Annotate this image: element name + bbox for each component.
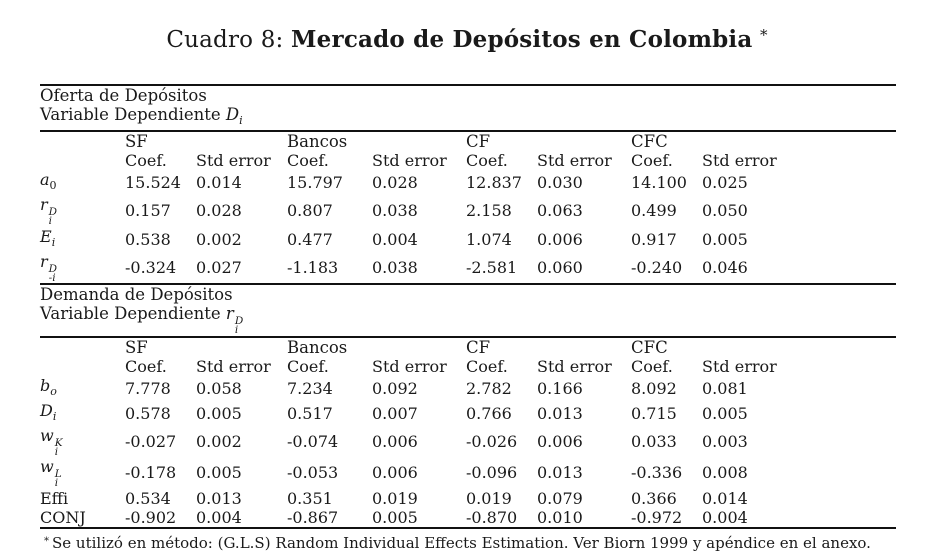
value-cell: 0.007 bbox=[372, 403, 418, 423]
value-cell: 7.234 bbox=[287, 378, 333, 398]
column-header: Std error bbox=[196, 151, 271, 170]
footnote-marker: * bbox=[44, 535, 49, 547]
value-cell: 12.837 bbox=[466, 173, 522, 192]
table-row bbox=[40, 457, 896, 489]
value-cell: -0.902 bbox=[125, 508, 196, 528]
value-cell: 15.524 bbox=[125, 173, 181, 192]
value-cell: 0.014 bbox=[702, 488, 748, 508]
value-cell: -0.027 bbox=[125, 431, 177, 451]
row-label-cell bbox=[40, 252, 125, 285]
value-cell: 0.005 bbox=[196, 463, 242, 483]
table-row bbox=[40, 489, 896, 508]
value-cell: 0.081 bbox=[702, 378, 748, 398]
value-cell: 0.079 bbox=[537, 488, 583, 508]
group-header-row bbox=[40, 131, 896, 151]
document-page bbox=[0, 26, 934, 552]
group-header-row bbox=[40, 337, 896, 357]
value-cell: 0.038 bbox=[372, 201, 418, 221]
value-cell: 0.019 bbox=[372, 488, 418, 508]
math-variable: $D_i$ bbox=[225, 105, 243, 127]
value-cell: 0.025 bbox=[702, 173, 748, 192]
value-cell: 0.013 bbox=[196, 488, 242, 508]
value-cell: 0.366 bbox=[631, 488, 677, 508]
value-cell: -1.183 bbox=[287, 252, 372, 285]
row-label-cell bbox=[40, 508, 125, 528]
value-cell: 0.010 bbox=[537, 508, 631, 528]
value-cell: -0.240 bbox=[631, 252, 702, 285]
caption-title: Mercado de Depósitos en Colombia bbox=[291, 26, 753, 53]
row-label-cell bbox=[40, 376, 125, 401]
math-variable: CONJ bbox=[40, 507, 86, 527]
dependent-variable-row bbox=[40, 105, 896, 131]
row-label-cell bbox=[40, 170, 125, 195]
value-cell: 0.004 bbox=[196, 508, 287, 528]
value-cell: -0.972 bbox=[631, 508, 702, 528]
row-label-cell bbox=[40, 227, 125, 252]
sub-sup-stack: D -i bbox=[48, 262, 58, 284]
table-row bbox=[40, 227, 896, 252]
dependent-variable-label bbox=[40, 304, 896, 337]
group-header-sf: SF bbox=[125, 337, 148, 357]
group-header-sf: SF bbox=[125, 132, 148, 151]
column-header: Coef. bbox=[287, 151, 329, 170]
value-cell: 0.050 bbox=[702, 201, 748, 221]
value-cell: 0.715 bbox=[631, 403, 677, 423]
math-variable: w K i bbox=[40, 425, 63, 458]
table-row bbox=[40, 508, 896, 528]
sub-sup-stack: L i bbox=[54, 468, 62, 489]
group-header-cf: CF bbox=[466, 337, 491, 357]
column-header: Coef. bbox=[287, 356, 329, 376]
value-cell: 0.033 bbox=[631, 431, 677, 451]
section-title: Demanda de Depósitos bbox=[40, 285, 233, 304]
value-cell: 0.005 bbox=[372, 508, 466, 528]
column-header: Std error bbox=[372, 151, 447, 170]
table-row bbox=[40, 252, 896, 285]
empty-cell bbox=[40, 337, 125, 357]
value-cell: -2.581 bbox=[466, 252, 537, 285]
math-variable: $E_i$ bbox=[40, 226, 56, 249]
value-cell: 0.578 bbox=[125, 403, 171, 423]
value-cell: 0.046 bbox=[702, 252, 896, 285]
value-cell: 0.060 bbox=[537, 252, 631, 285]
value-cell: 0.092 bbox=[372, 378, 418, 398]
row-label-cell bbox=[40, 457, 125, 489]
value-cell: 0.030 bbox=[537, 173, 583, 192]
value-cell: 2.782 bbox=[466, 378, 512, 398]
column-header: Std error bbox=[196, 356, 271, 376]
group-header-cf: CF bbox=[466, 132, 491, 151]
value-cell: 0.499 bbox=[631, 201, 677, 221]
value-cell: 0.157 bbox=[125, 201, 171, 221]
value-cell: -0.324 bbox=[125, 252, 196, 285]
value-cell: 1.074 bbox=[466, 229, 512, 249]
value-cell: -0.026 bbox=[466, 431, 518, 451]
math-variable: r D i bbox=[225, 304, 244, 336]
empty-cell bbox=[40, 151, 125, 170]
caption-prefix: Cuadro 8: bbox=[166, 27, 284, 53]
value-cell: 0.013 bbox=[537, 403, 583, 423]
table-row bbox=[40, 195, 896, 227]
value-cell: 0.063 bbox=[537, 201, 583, 221]
value-cell: 0.917 bbox=[631, 229, 677, 249]
column-header: Coef. bbox=[631, 151, 673, 170]
column-header: Coef. bbox=[466, 356, 508, 376]
value-cell: 0.005 bbox=[702, 403, 748, 423]
row-label-cell bbox=[40, 489, 125, 508]
table-footnote bbox=[44, 534, 934, 552]
group-header-bancos: Bancos bbox=[287, 337, 348, 357]
value-cell: 0.538 bbox=[125, 229, 171, 249]
math-variable: r D i bbox=[40, 195, 58, 227]
value-cell: 14.100 bbox=[631, 173, 687, 192]
column-header: Std error bbox=[702, 356, 777, 376]
value-cell: 0.019 bbox=[466, 488, 512, 508]
caption-asterisk: * bbox=[759, 26, 768, 44]
math-variable: $b_o$ bbox=[40, 375, 57, 398]
value-cell: -0.096 bbox=[466, 463, 518, 483]
column-header: Std error bbox=[537, 151, 612, 170]
column-header-row bbox=[40, 151, 896, 170]
value-cell: 0.006 bbox=[537, 431, 583, 451]
value-cell: 0.004 bbox=[702, 508, 896, 528]
section-title-row bbox=[40, 85, 896, 105]
section-title: Oferta de Depósitos bbox=[40, 86, 207, 105]
value-cell: 7.778 bbox=[125, 378, 171, 398]
column-header: Coef. bbox=[125, 151, 167, 170]
math-variable: r D -i bbox=[40, 251, 58, 284]
table-row bbox=[40, 170, 896, 195]
value-cell: 0.004 bbox=[372, 229, 418, 249]
regression-table-wrapper bbox=[40, 84, 934, 529]
value-cell: 0.766 bbox=[466, 403, 512, 423]
value-cell: 8.092 bbox=[631, 378, 677, 398]
table-row bbox=[40, 426, 896, 458]
value-cell: -0.074 bbox=[287, 431, 339, 451]
table-row bbox=[40, 401, 896, 426]
dependent-variable-label bbox=[40, 105, 896, 131]
value-cell: 0.028 bbox=[196, 201, 242, 221]
group-header-cfc: CFC bbox=[631, 132, 668, 151]
dependent-variable-row bbox=[40, 304, 896, 337]
column-header: Coef. bbox=[631, 356, 673, 376]
value-cell: 0.058 bbox=[196, 378, 242, 398]
math-variable: w L i bbox=[40, 457, 62, 489]
regression-results-table bbox=[40, 84, 896, 529]
value-cell: 0.002 bbox=[196, 431, 242, 451]
dependent-label-text: Variable Dependiente bbox=[40, 105, 226, 124]
value-cell: 0.013 bbox=[537, 463, 583, 483]
value-cell: 0.477 bbox=[287, 229, 333, 249]
value-cell: 15.797 bbox=[287, 173, 343, 192]
dependent-label-text: Variable Dependiente bbox=[40, 304, 226, 323]
value-cell: 0.005 bbox=[702, 229, 748, 249]
value-cell: 0.028 bbox=[372, 173, 418, 192]
column-header-row bbox=[40, 357, 896, 376]
column-header: Coef. bbox=[466, 151, 508, 170]
value-cell: 0.517 bbox=[287, 403, 333, 423]
math-variable: $D_i$ bbox=[40, 400, 57, 423]
column-header: Std error bbox=[372, 356, 447, 376]
math-variable: $a_0$ bbox=[40, 170, 57, 192]
row-label-cell bbox=[40, 401, 125, 426]
math-variable: Effi bbox=[40, 488, 69, 508]
sub-sup-stack: K i bbox=[54, 436, 63, 458]
column-header: Std error bbox=[702, 151, 777, 170]
value-cell: 0.014 bbox=[196, 173, 242, 192]
footnote-text: Se utilizó en método: (G.L.S) Random Individual Effects Estimation. Ver Biorn 1999 y apéndice en el anexo. bbox=[52, 533, 871, 552]
sub-sup-stack: D i bbox=[48, 206, 58, 227]
value-cell: 0.008 bbox=[702, 463, 748, 483]
value-cell: 0.166 bbox=[537, 378, 583, 398]
table-row bbox=[40, 376, 896, 401]
value-cell: -0.053 bbox=[287, 463, 339, 483]
value-cell: 0.027 bbox=[196, 252, 287, 285]
value-cell: 0.006 bbox=[372, 431, 418, 451]
value-cell: -0.867 bbox=[287, 508, 372, 528]
value-cell: 0.534 bbox=[125, 488, 171, 508]
value-cell: 0.005 bbox=[196, 403, 242, 423]
value-cell: -0.870 bbox=[466, 508, 537, 528]
value-cell: 0.351 bbox=[287, 488, 333, 508]
column-header: Coef. bbox=[125, 356, 167, 376]
value-cell: 0.038 bbox=[372, 252, 466, 285]
section-title-row bbox=[40, 284, 896, 304]
value-cell: 0.006 bbox=[372, 463, 418, 483]
value-cell: 0.003 bbox=[702, 431, 748, 451]
empty-cell bbox=[40, 357, 125, 376]
table-caption bbox=[0, 26, 934, 53]
sub-sup-stack: D i bbox=[234, 315, 244, 336]
value-cell: -0.336 bbox=[631, 463, 683, 483]
row-label-cell bbox=[40, 426, 125, 458]
group-header-bancos: Bancos bbox=[287, 132, 348, 151]
group-header-cfc: CFC bbox=[631, 337, 668, 357]
row-label-cell bbox=[40, 195, 125, 227]
value-cell: 0.002 bbox=[196, 229, 242, 249]
empty-cell bbox=[40, 131, 125, 151]
column-header: Std error bbox=[537, 356, 612, 376]
value-cell: 2.158 bbox=[466, 201, 512, 221]
value-cell: -0.178 bbox=[125, 463, 177, 483]
value-cell: 0.807 bbox=[287, 201, 333, 221]
value-cell: 0.006 bbox=[537, 229, 583, 249]
